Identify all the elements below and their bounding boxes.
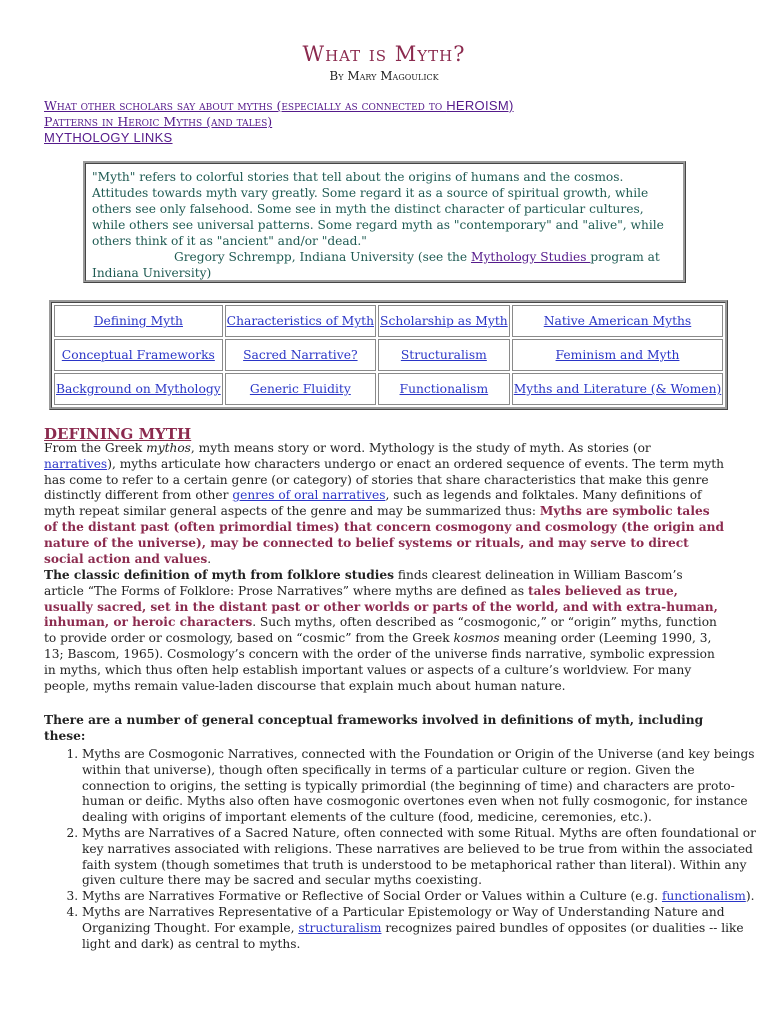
quote-attribution: [92, 250, 660, 280]
link-heroic-patterns[interactable]: Patterns in Heroic Myths (and tales): [44, 114, 273, 129]
nav-link-defining-myth[interactable]: Defining Myth: [93, 314, 183, 328]
item4-text-b: recognizes paired bundles of opposites (or dualities -- like light and dark) as central to myths.: [82, 920, 744, 951]
nav-cell: [512, 339, 724, 371]
p1-mythos: mythos: [146, 441, 191, 455]
author-byline: By Mary Magoulick: [329, 69, 439, 83]
nav-link-background[interactable]: Background on Mythology: [56, 382, 221, 396]
link-structuralism[interactable]: structuralism: [298, 920, 382, 935]
paragraph-classic-definition: [44, 568, 726, 694]
nav-cell: [378, 339, 510, 371]
nav-link-feminism[interactable]: Feminism and Myth: [555, 348, 680, 362]
p1-text-b: , myth means story or word. Mythology is the study of myth. As stories (or: [190, 441, 651, 455]
frameworks-list: [44, 747, 764, 952]
nav-link-sacred-narrative[interactable]: Sacred Narrative?: [243, 348, 358, 362]
paragraph-definition: [44, 441, 726, 567]
nav-link-scholarship[interactable]: Scholarship as Myth: [380, 314, 508, 328]
link-heroism-label: HEROISM): [446, 98, 514, 113]
nav-cell: [54, 305, 223, 337]
p2-bold: The classic definition of myth from folklore studies: [44, 568, 395, 582]
nav-cell: [378, 305, 510, 337]
list-item: [82, 889, 764, 905]
link-other-scholars-label: What other scholars say about myths (especially as connected to: [44, 98, 447, 113]
p2-kosmos: kosmos: [453, 631, 500, 646]
list-item: 2. Myths are Narratives of a Sacred Nature, often connected with some Ritual. Myths are often foundational or key narratives associated with religions. These narratives are believed to be true from within the associated faith system (though sometimes that truth is understood to be metaphorical rather than literal). Within any given culture there may be sacred and secular myths coexisting.: [82, 826, 764, 889]
nav-link-characteristics[interactable]: Characteristics of Myth: [226, 314, 375, 328]
top-links: [44, 98, 514, 146]
p1-text-d: , such as legends and folktales. Many definitions of myth repeat similar general aspects of the genre and may be summarized thus:: [44, 488, 702, 519]
p2-highlight: tales believed as true, usually sacred, set in the distant past or other worlds or parts of the world, and with extra-human, inhuman, or heroic characters: [44, 583, 718, 630]
list-item: 1. Myths are Cosmogonic Narratives, connected with the Foundation or Origin of the Universe (and key beings within that universe), though often specifically in terms of a particular culture or region. Given the connection to origins, the setting is typically primordial (the beginning of time) and characters are proto-human or deific. Myths also often have cosmogonic overtones even when not fully cosmogonic, for instance dealing with origins of important elements of the culture (food, medicine, ceremonies, etc.).: [82, 747, 764, 826]
nav-cell: [512, 373, 724, 405]
item4-text-a: Myths are Narratives Representative of a Particular Epistemology or Way of Understanding Nature and Organizing Thought. For example,: [82, 904, 725, 935]
nav-cell: [512, 305, 724, 337]
nav-link-structuralism[interactable]: Structuralism: [400, 348, 487, 362]
paragraph-frameworks-intro: There are a number of general conceptual frameworks involved in definitions of myth, including these:: [44, 713, 704, 743]
nav-link-generic-fluidity[interactable]: Generic Fluidity: [249, 382, 351, 396]
nav-row: [54, 305, 723, 337]
section-heading: DEFINING MYTH: [44, 425, 192, 443]
nav-link-conceptual-frameworks[interactable]: Conceptual Frameworks: [61, 348, 215, 362]
item3-text-b: ).: [745, 889, 755, 904]
link-genres-oral-narratives[interactable]: genres of oral narratives: [232, 488, 386, 503]
p2-text-c: meaning order (Leeming 1990, 3, 13; Bascom, 1965). Cosmology’s concern with the order of the universe finds narrative, symbolic expression in myths, which thus often help establish important values or aspects of a culture’s worldview. For many people, myths remain value-laden discourse that explain much about human nature.: [44, 631, 715, 693]
nav-link-native-american[interactable]: Native American Myths: [543, 314, 692, 328]
link-other-scholars[interactable]: [44, 98, 514, 114]
p1-text-c: ), myths articulate how characters undergo or enact an ordered sequence of events. The term myth has come to refer to a certain genre (or category) of stories that share characteristics that make this genre distinctly different from other: [44, 456, 725, 503]
topic-nav-table: [49, 300, 728, 410]
nav-link-functionalism[interactable]: Functionalism: [399, 382, 489, 396]
p1-highlight: Myths are symbolic tales of the distant past (often primordial times) that concern cosmogony and cosmology (the origin and nature of the universe), may be connected to belief systems or rituals, and may serve to direct social action and values: [44, 504, 725, 566]
item3-text-a: Myths are Narratives Formative or Reflective of Social Order or Values within a Culture (e.g.: [82, 889, 662, 904]
nav-cell: [225, 373, 376, 405]
link-mythology-studies[interactable]: Mythology Studies: [470, 250, 591, 264]
attribution-after: program at Indiana University): [92, 250, 660, 280]
nav-cell: [54, 373, 223, 405]
nav-cell: [225, 305, 376, 337]
p2-text-a: finds clearest delineation in William Bascom’s article “The Forms of Folklore: Prose Narratives” where myths are defined as: [44, 568, 683, 598]
nav-row: [54, 339, 723, 371]
nav-cell: [378, 373, 510, 405]
nav-row: [54, 373, 723, 405]
p1-text-a: From the Greek: [44, 441, 147, 455]
list-item: [82, 905, 764, 952]
nav-cell: [54, 339, 223, 371]
page-title: What is Myth?: [302, 42, 466, 66]
nav-cell: [225, 339, 376, 371]
quote-box: [83, 161, 686, 283]
nav-link-myths-literature[interactable]: Myths and Literature (& Women): [513, 382, 722, 396]
p1-end: .: [207, 551, 212, 566]
quote-text: "Myth" refers to colorful stories that tell about the origins of humans and the cosmos. Attitudes towards myth vary greatly. Some regard it as a source of spiritual growth, while others see only falsehood. Some see in myth the distinct character of particular cultures, while others see universal patterns. Some regard myth as "contemporary" and "alive", while others think of it as "ancient" and/or "dead.": [92, 170, 664, 248]
link-mythology-links[interactable]: MYTHOLOGY LINKS: [44, 130, 173, 145]
attribution-before: Gregory Schrempp, Indiana University (see the: [174, 250, 471, 264]
link-functionalism[interactable]: functionalism: [661, 889, 746, 904]
link-narratives[interactable]: narratives: [44, 456, 108, 471]
p2-text-b: . Such myths, often described as “cosmogonic,” or “origin” myths, function to provide order or cosmology, based on “cosmic” from the Greek: [44, 615, 717, 646]
